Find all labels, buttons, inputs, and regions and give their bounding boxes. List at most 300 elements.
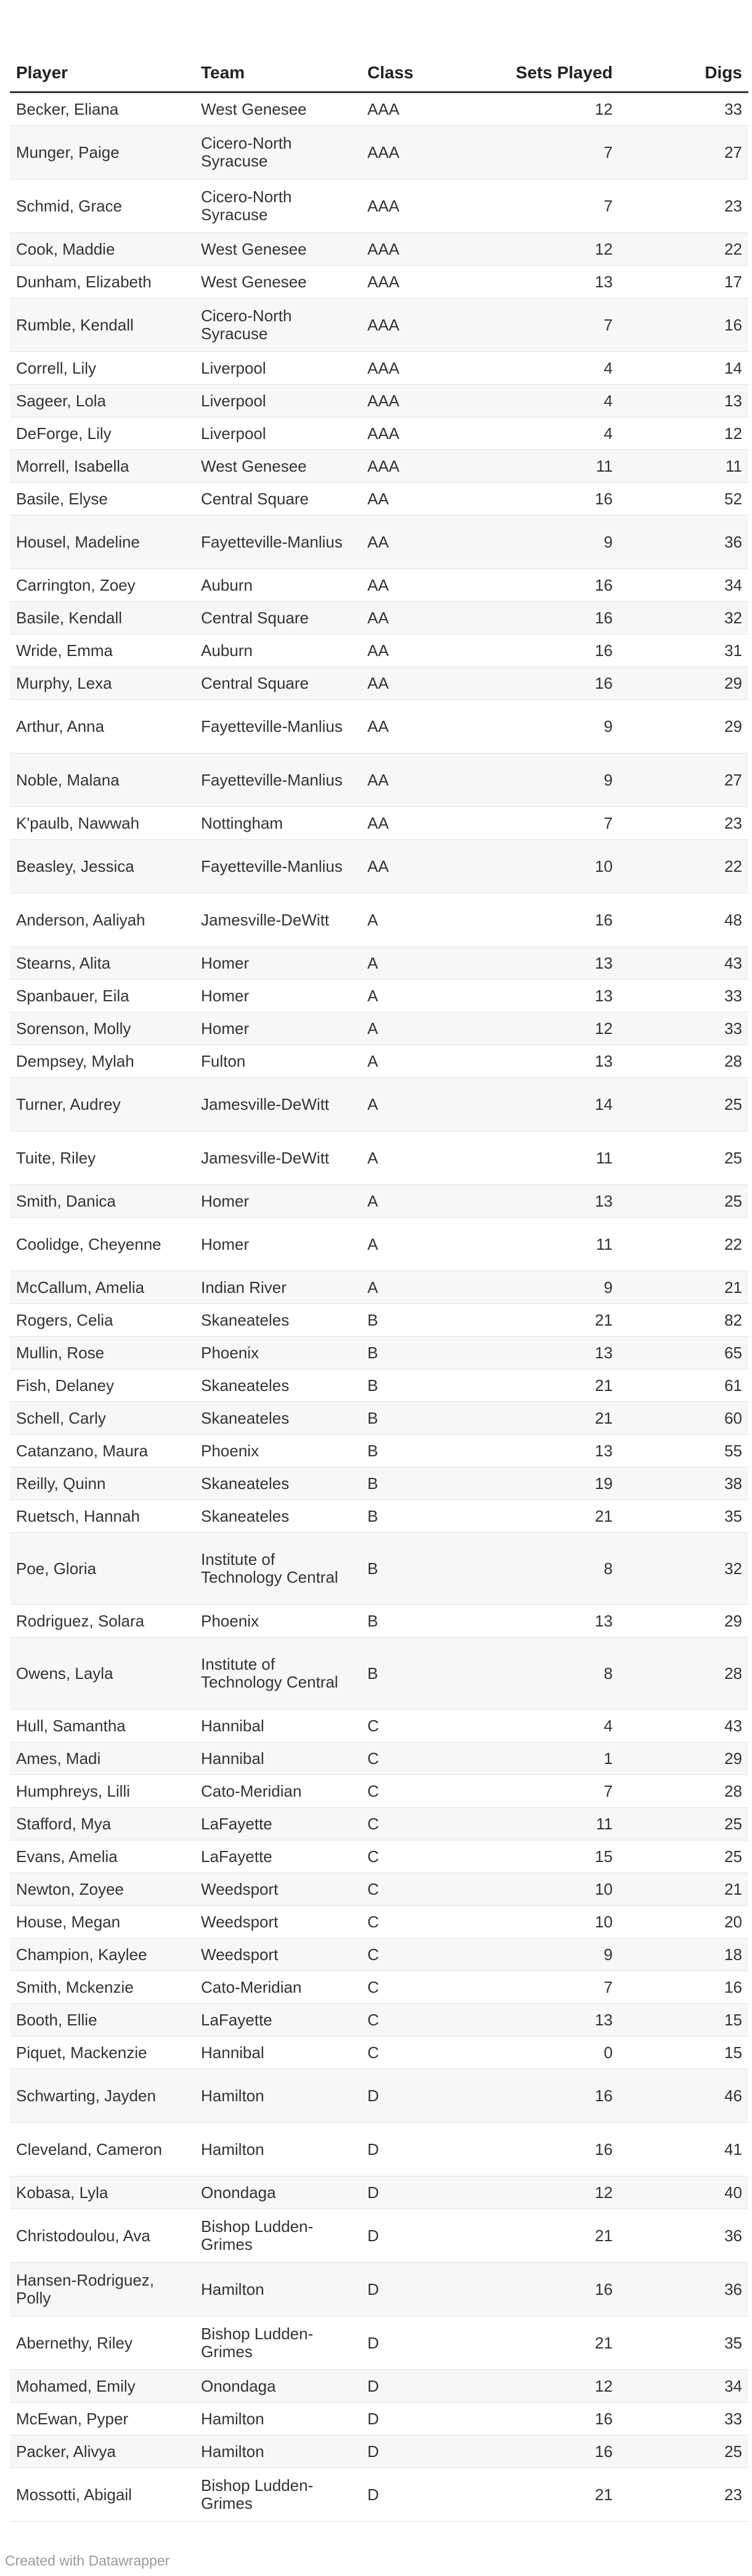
cell-sets-played: 4 [489,352,619,385]
cell-sets-played: 16 [489,2069,619,2123]
table-body [10,92,748,2522]
cell-player: Hull, Samantha [10,1710,195,1742]
cell-class: D [361,2209,489,2263]
cell-team: Cato-Meridian [195,1775,361,1808]
cell-digs: 23 [619,179,748,233]
cell-digs: 82 [619,1304,748,1337]
cell-class: C [361,1775,489,1808]
cell-sets-played: 9 [489,515,619,569]
cell-digs: 25 [619,2435,748,2468]
cell-digs: 16 [619,298,748,352]
cell-team: Phoenix [195,1337,361,1369]
cell-team: Fayetteville-Manlius [195,753,361,807]
cell-player: Rodriguez, Solara [10,1605,195,1638]
cell-sets-played: 13 [489,2004,619,2037]
cell-class: AAA [361,233,489,266]
table-row [10,352,748,385]
cell-class: D [361,2123,489,2176]
cell-digs: 25 [619,1840,748,1873]
table-row [10,1402,748,1435]
cell-digs: 36 [619,2209,748,2263]
cell-class: AAA [361,92,489,126]
cell-digs: 43 [619,947,748,980]
cell-team: West Genesee [195,450,361,483]
cell-sets-played: 16 [489,2403,619,2435]
cell-team: Liverpool [195,417,361,450]
cell-sets-played: 9 [489,1938,619,1971]
table-row [10,1710,748,1742]
cell-team: Hamilton [195,2403,361,2435]
cell-digs: 46 [619,2069,748,2123]
cell-team: Skaneateles [195,1369,361,1402]
cell-class: D [361,2176,489,2209]
cell-digs: 23 [619,807,748,840]
cell-player: Sorenson, Molly [10,1012,195,1045]
table-row [10,266,748,298]
table-row [10,753,748,807]
cell-digs: 32 [619,602,748,634]
cell-sets-played: 16 [489,2263,619,2316]
cell-digs: 36 [619,2263,748,2316]
cell-digs: 29 [619,1742,748,1775]
table-row [10,1435,748,1467]
cell-digs: 18 [619,1938,748,1971]
cell-team: Homer [195,947,361,980]
cell-sets-played: 4 [489,417,619,450]
cell-digs: 17 [619,266,748,298]
cell-team: Onondaga [195,2176,361,2209]
cell-class: D [361,2263,489,2316]
cell-class: AAA [361,126,489,179]
cell-digs: 13 [619,385,748,417]
cell-player: Evans, Amelia [10,1840,195,1873]
cell-team: West Genesee [195,92,361,126]
cell-sets-played: 7 [489,1775,619,1808]
cell-digs: 23 [619,2468,748,2522]
cell-player: Mohamed, Emily [10,2370,195,2403]
table-row [10,1271,748,1304]
cell-team: Cicero-North Syracuse [195,298,361,352]
cell-class: B [361,1337,489,1369]
table-row [10,1938,748,1971]
cell-team: Onondaga [195,2370,361,2403]
cell-sets-played: 13 [489,980,619,1012]
cell-player: Spanbauer, Eila [10,980,195,1012]
cell-sets-played: 12 [489,2176,619,2209]
cell-team: Homer [195,980,361,1012]
cell-sets-played: 13 [489,1605,619,1638]
cell-class: AA [361,840,489,893]
cell-sets-played: 11 [489,1808,619,1840]
cell-player: Dunham, Elizabeth [10,266,195,298]
cell-team: Phoenix [195,1435,361,1467]
table-row [10,233,748,266]
cell-digs: 27 [619,753,748,807]
cell-class: C [361,1710,489,1742]
cell-digs: 29 [619,1605,748,1638]
cell-player: Packer, Alivya [10,2435,195,2468]
cell-sets-played: 16 [489,602,619,634]
cell-class: A [361,1185,489,1218]
table-row [10,807,748,840]
cell-class: C [361,1742,489,1775]
cell-class: AA [361,602,489,634]
cell-class: AAA [361,385,489,417]
cell-digs: 33 [619,2403,748,2435]
cell-team: Institute of Technology Central [195,1638,361,1710]
cell-sets-played: 21 [489,2209,619,2263]
cell-class: AA [361,700,489,753]
cell-player: Correll, Lily [10,352,195,385]
cell-sets-played: 21 [489,1402,619,1435]
cell-class: A [361,1012,489,1045]
cell-digs: 12 [619,417,748,450]
cell-team: Cato-Meridian [195,1971,361,2004]
table-row [10,2123,748,2176]
cell-sets-played: 8 [489,1533,619,1605]
cell-team: Skaneateles [195,1467,361,1500]
cell-team: Fayetteville-Manlius [195,700,361,753]
cell-digs: 36 [619,515,748,569]
cell-team: Cicero-North Syracuse [195,126,361,179]
table-row [10,2403,748,2435]
cell-player: Poe, Gloria [10,1533,195,1605]
cell-class: AAA [361,450,489,483]
cell-player: House, Megan [10,1906,195,1938]
cell-sets-played: 14 [489,1078,619,1131]
cell-class: A [361,947,489,980]
table-row [10,1742,748,1775]
table-row [10,569,748,602]
cell-class: AA [361,753,489,807]
table-row [10,450,748,483]
cell-sets-played: 16 [489,667,619,700]
cell-digs: 32 [619,1533,748,1605]
cell-digs: 40 [619,2176,748,2209]
cell-class: AA [361,515,489,569]
cell-sets-played: 7 [489,1971,619,2004]
table-row [10,483,748,515]
cell-player: Morrell, Isabella [10,450,195,483]
cell-class: A [361,1271,489,1304]
cell-class: A [361,893,489,947]
table-row [10,2263,748,2316]
cell-class: B [361,1500,489,1533]
cell-sets-played: 10 [489,1906,619,1938]
cell-player: Turner, Audrey [10,1078,195,1131]
cell-player: Kobasa, Lyla [10,2176,195,2209]
cell-class: B [361,1533,489,1605]
cell-sets-played: 15 [489,1840,619,1873]
cell-class: C [361,2037,489,2069]
table-row [10,1045,748,1078]
table-row [10,2209,748,2263]
table-row [10,893,748,947]
cell-player: Schwarting, Jayden [10,2069,195,2123]
cell-player: Smith, Mckenzie [10,1971,195,2004]
cell-player: Mullin, Rose [10,1337,195,1369]
cell-player: Catanzano, Maura [10,1435,195,1467]
digs-stats-table [10,42,748,2522]
cell-digs: 20 [619,1906,748,1938]
table-row [10,1337,748,1369]
cell-digs: 65 [619,1337,748,1369]
cell-class: A [361,1131,489,1185]
cell-player: Arthur, Anna [10,700,195,753]
cell-player: Ames, Madi [10,1742,195,1775]
cell-digs: 33 [619,92,748,126]
cell-sets-played: 11 [489,450,619,483]
table-row [10,417,748,450]
cell-sets-played: 9 [489,700,619,753]
cell-player: Anderson, Aaliyah [10,893,195,947]
cell-sets-played: 13 [489,1337,619,1369]
table-row [10,700,748,753]
cell-sets-played: 4 [489,1710,619,1742]
cell-player: McCallum, Amelia [10,1271,195,1304]
header-row [10,42,748,92]
cell-sets-played: 13 [489,947,619,980]
cell-class: A [361,980,489,1012]
column-header-class[interactable]: Class [361,42,489,92]
cell-digs: 52 [619,483,748,515]
cell-team: Bishop Ludden-Grimes [195,2209,361,2263]
table-row [10,1873,748,1906]
table-row [10,515,748,569]
table-header [10,42,748,92]
cell-team: Skaneateles [195,1402,361,1435]
cell-player: Mossotti, Abigail [10,2468,195,2522]
cell-team: Indian River [195,1271,361,1304]
cell-class: AA [361,569,489,602]
cell-class: D [361,2069,489,2123]
cell-player: Noble, Malana [10,753,195,807]
table-row [10,1012,748,1045]
cell-sets-played: 12 [489,233,619,266]
table-row [10,1840,748,1873]
cell-player: Newton, Zoyee [10,1873,195,1906]
cell-class: C [361,1938,489,1971]
cell-sets-played: 12 [489,1012,619,1045]
cell-sets-played: 16 [489,893,619,947]
cell-team: Hamilton [195,2435,361,2468]
cell-class: C [361,1808,489,1840]
column-header-digs[interactable]: Digs [619,42,748,92]
cell-team: Central Square [195,483,361,515]
table-row [10,2435,748,2468]
table-row [10,634,748,667]
cell-team: West Genesee [195,266,361,298]
cell-player: Schell, Carly [10,1402,195,1435]
cell-team: Hannibal [195,1710,361,1742]
datawrapper-credit[interactable]: Created with Datawrapper [5,2553,170,2569]
cell-player: Carrington, Zoey [10,569,195,602]
cell-team: Jamesville-DeWitt [195,1131,361,1185]
cell-class: D [361,2468,489,2522]
cell-player: Schmid, Grace [10,179,195,233]
cell-class: AA [361,667,489,700]
table-row [10,1775,748,1808]
cell-class: B [361,1467,489,1500]
column-header-sets-played[interactable]: Sets Played [489,42,619,92]
cell-player: Humphreys, Lilli [10,1775,195,1808]
cell-player: Cleveland, Cameron [10,2123,195,2176]
table-row [10,1906,748,1938]
cell-team: Weedsport [195,1906,361,1938]
cell-sets-played: 16 [489,569,619,602]
cell-digs: 25 [619,1185,748,1218]
table-row [10,1605,748,1638]
cell-sets-played: 16 [489,2435,619,2468]
cell-sets-played: 16 [489,2123,619,2176]
cell-sets-played: 11 [489,1131,619,1185]
cell-digs: 25 [619,1808,748,1840]
cell-team: Homer [195,1185,361,1218]
cell-digs: 28 [619,1638,748,1710]
cell-player: Champion, Kaylee [10,1938,195,1971]
cell-player: Sageer, Lola [10,385,195,417]
cell-class: A [361,1218,489,1271]
cell-sets-played: 21 [489,2468,619,2522]
cell-team: Central Square [195,602,361,634]
cell-digs: 14 [619,352,748,385]
cell-player: Dempsey, Mylah [10,1045,195,1078]
table-row [10,1078,748,1131]
cell-class: C [361,1906,489,1938]
cell-player: Christodoulou, Ava [10,2209,195,2263]
cell-class: AA [361,807,489,840]
cell-digs: 35 [619,2316,748,2370]
cell-team: Cicero-North Syracuse [195,179,361,233]
table-row [10,1185,748,1218]
cell-digs: 25 [619,1131,748,1185]
cell-team: Weedsport [195,1873,361,1906]
cell-digs: 61 [619,1369,748,1402]
table-row [10,602,748,634]
table-row [10,298,748,352]
cell-digs: 48 [619,893,748,947]
cell-player: McEwan, Pyper [10,2403,195,2435]
table-row [10,980,748,1012]
cell-team: Hamilton [195,2069,361,2123]
table-row [10,1218,748,1271]
cell-player: Becker, Eliana [10,92,195,126]
cell-player: Wride, Emma [10,634,195,667]
cell-team: Jamesville-DeWitt [195,1078,361,1131]
cell-sets-played: 7 [489,179,619,233]
cell-digs: 16 [619,1971,748,2004]
cell-player: Housel, Madeline [10,515,195,569]
column-header-player[interactable]: Player [10,42,195,92]
cell-digs: 29 [619,700,748,753]
table-row [10,92,748,126]
cell-player: Owens, Layla [10,1638,195,1710]
cell-class: B [361,1638,489,1710]
cell-team: LaFayette [195,1808,361,1840]
cell-sets-played: 13 [489,1185,619,1218]
cell-sets-played: 12 [489,92,619,126]
cell-class: B [361,1369,489,1402]
cell-sets-played: 21 [489,1500,619,1533]
cell-player: Cook, Maddie [10,233,195,266]
table-row [10,2468,748,2522]
cell-team: Jamesville-DeWitt [195,893,361,947]
cell-team: Institute of Technology Central [195,1533,361,1605]
cell-class: C [361,1840,489,1873]
cell-class: B [361,1435,489,1467]
cell-sets-played: 8 [489,1638,619,1710]
cell-team: Hamilton [195,2123,361,2176]
table-row [10,840,748,893]
cell-team: Auburn [195,569,361,602]
cell-team: Fayetteville-Manlius [195,515,361,569]
cell-class: AAA [361,266,489,298]
cell-sets-played: 13 [489,266,619,298]
table-row [10,1808,748,1840]
cell-sets-played: 21 [489,1304,619,1337]
table-row [10,385,748,417]
table-row [10,179,748,233]
table-row [10,2316,748,2370]
cell-sets-played: 7 [489,126,619,179]
table-row [10,1638,748,1710]
cell-team: Hamilton [195,2263,361,2316]
cell-player: Booth, Ellie [10,2004,195,2037]
cell-player: Ruetsch, Hannah [10,1500,195,1533]
table-row [10,1500,748,1533]
table-row [10,1304,748,1337]
cell-player: DeForge, Lily [10,417,195,450]
column-header-team[interactable]: Team [195,42,361,92]
table-row [10,126,748,179]
cell-sets-played: 21 [489,1369,619,1402]
cell-sets-played: 19 [489,1467,619,1500]
cell-digs: 28 [619,1045,748,1078]
cell-sets-played: 7 [489,298,619,352]
cell-digs: 43 [619,1710,748,1742]
cell-digs: 15 [619,2004,748,2037]
cell-team: Weedsport [195,1938,361,1971]
cell-digs: 35 [619,1500,748,1533]
cell-team: Liverpool [195,385,361,417]
cell-class: B [361,1304,489,1337]
cell-digs: 33 [619,980,748,1012]
cell-sets-played: 10 [489,840,619,893]
cell-digs: 31 [619,634,748,667]
cell-digs: 41 [619,2123,748,2176]
cell-player: Basile, Elyse [10,483,195,515]
cell-team: Homer [195,1012,361,1045]
table-row [10,2004,748,2037]
cell-player: Basile, Kendall [10,602,195,634]
cell-digs: 11 [619,450,748,483]
cell-digs: 22 [619,840,748,893]
table-row [10,947,748,980]
cell-class: AAA [361,417,489,450]
cell-class: B [361,1402,489,1435]
cell-digs: 21 [619,1271,748,1304]
cell-sets-played: 21 [489,2316,619,2370]
cell-sets-played: 16 [489,483,619,515]
cell-player: Hansen-Rodriguez, Polly [10,2263,195,2316]
cell-digs: 38 [619,1467,748,1500]
cell-player: Beasley, Jessica [10,840,195,893]
cell-player: Smith, Danica [10,1185,195,1218]
cell-sets-played: 9 [489,1271,619,1304]
cell-class: D [361,2435,489,2468]
cell-sets-played: 4 [489,385,619,417]
table-row [10,1369,748,1402]
